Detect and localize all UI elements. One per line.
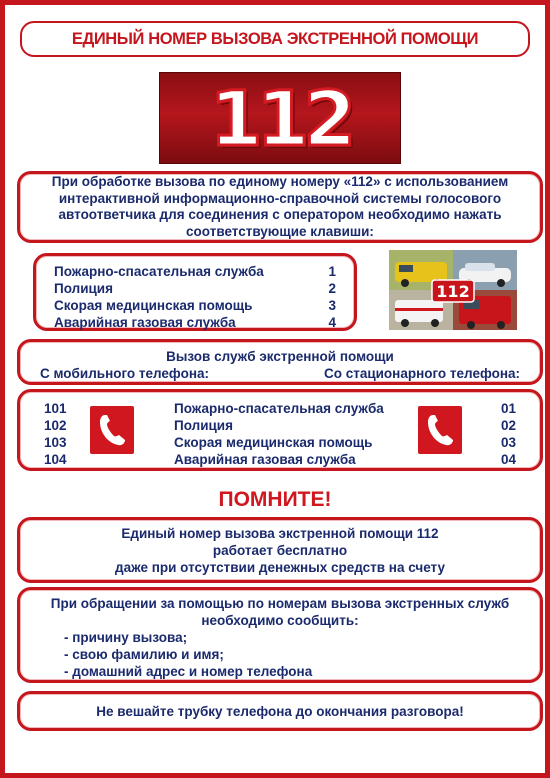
- free-line-1: Единый номер вызова экстренной помощи 112: [121, 525, 439, 541]
- report-item: - свою фамилию и имя;: [64, 647, 224, 662]
- key-row: [54, 280, 336, 297]
- service-name: Скорая медицинская помощь: [174, 435, 373, 450]
- hangup-text: Не вешайте трубку телефона до окончания разговора!: [96, 703, 464, 719]
- remember-heading: ПОМНИТЕ!: [218, 488, 332, 511]
- key-number: 2: [328, 281, 336, 296]
- key-service-name: Скорая медицинская помощь: [54, 298, 253, 313]
- report-item: - причину вызова;: [64, 630, 188, 645]
- calls-title: Вызов служб экстренной помощи: [166, 349, 394, 364]
- intro-box: [17, 171, 543, 243]
- key-row: [54, 297, 336, 314]
- key-number: 3: [328, 298, 336, 313]
- report-list: [64, 629, 526, 680]
- hangup-box: [17, 691, 543, 731]
- landline-phone-icon: [418, 406, 462, 454]
- report-box: [17, 587, 543, 683]
- mobile-phone-icon: [90, 406, 134, 454]
- landline-code: 01: [500, 401, 516, 416]
- key-service-name: Аварийная газовая служба: [54, 315, 236, 330]
- calls-header-box: [17, 339, 543, 385]
- keys-box: [33, 253, 357, 331]
- intro-text: При обработке вызова по единому номеру «112» с использованием интерактивной информационно-справочной системы голосового автоответчика для соединения с оператором необходимо нажать соответствующие клавиши:: [51, 174, 509, 239]
- landline-code: 03: [500, 435, 516, 450]
- mobile-codes: [44, 400, 67, 468]
- landline-codes: [501, 400, 516, 468]
- mobile-label: С мобильного телефона:: [40, 366, 209, 381]
- header-banner: [20, 21, 530, 57]
- key-number: 1: [328, 264, 336, 279]
- emergency-vehicles-image: [389, 250, 517, 330]
- free-line-3: даже при отсутствии денежных средств на счету: [115, 559, 445, 575]
- service-names: [174, 400, 384, 468]
- mobile-code: 103: [44, 435, 67, 450]
- landline-label: Со стационарного телефона:: [323, 366, 520, 381]
- key-row: [54, 263, 336, 280]
- key-number: 4: [328, 315, 336, 330]
- photo-badge-112: 112: [436, 282, 470, 301]
- key-service-name: Полиция: [54, 281, 113, 296]
- service-name: Аварийная газовая служба: [174, 452, 356, 467]
- calls-columns: [40, 365, 520, 382]
- mobile-code: 101: [44, 401, 67, 416]
- key-service-name: Пожарно-спасательная служба: [54, 264, 264, 279]
- page-title: ЕДИНЫЙ НОМЕР ВЫЗОВА ЭКСТРЕННОЙ ПОМОЩИ: [71, 29, 479, 48]
- key-row: [54, 314, 336, 331]
- logo-112: [159, 72, 401, 164]
- landline-code: 04: [500, 452, 516, 467]
- mobile-code: 102: [44, 418, 67, 433]
- report-title: При обращении за помощью по номерам вызова экстренных служб необходимо сообщить:: [50, 596, 510, 628]
- free-call-box: [17, 517, 543, 583]
- service-name: Полиция: [174, 418, 233, 433]
- logo-number: 112: [209, 73, 351, 163]
- service-name: Пожарно-спасательная служба: [174, 401, 384, 416]
- landline-code: 02: [500, 418, 516, 433]
- services-box: [17, 389, 543, 471]
- free-line-2: работает бесплатно: [212, 542, 348, 558]
- mobile-code: 104: [44, 452, 67, 467]
- report-item: - домашний адрес и номер телефона: [64, 664, 313, 679]
